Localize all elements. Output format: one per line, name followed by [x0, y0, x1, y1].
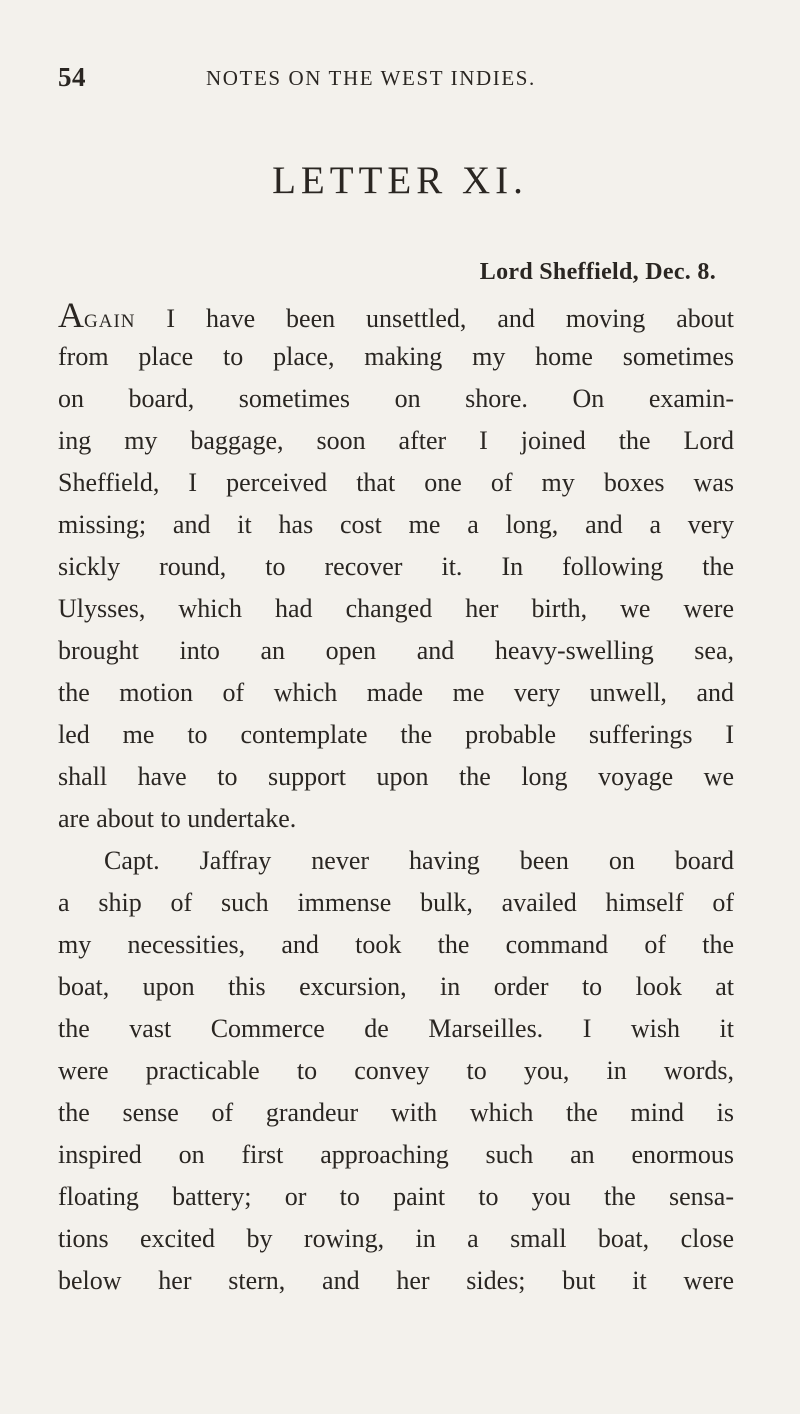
letter-body	[58, 294, 734, 1302]
text-line: the motion of which made me very unwell, and	[58, 678, 734, 707]
text-line: inspired on first approaching such an enormous	[58, 1140, 734, 1169]
text-line: on board, sometimes on shore. On examin-	[58, 384, 734, 413]
letter-dateline: Lord Sheffield, Dec. 8.	[479, 259, 716, 285]
text-line: Sheffield, I perceived that one of my boxes was	[58, 468, 734, 497]
text-line	[58, 294, 734, 336]
text-line: the sense of grandeur with which the mind is	[58, 1098, 734, 1127]
text-line: Capt. Jaffray never having been on board	[104, 846, 734, 875]
text-line: are about to undertake.	[58, 804, 297, 833]
text-line: floating battery; or to paint to you the sensa-	[58, 1182, 734, 1211]
text-line: the vast Commerce de Marseilles. I wish it	[58, 1014, 734, 1043]
text-line: brought into an open and heavy-swelling sea,	[58, 636, 734, 665]
running-title: NOTES ON THE WEST INDIES.	[206, 66, 536, 90]
text-line: sickly round, to recover it. In following the	[58, 552, 734, 581]
text-line: boat, upon this excursion, in order to look at	[58, 972, 734, 1001]
text-line: missing; and it has cost me a long, and a very	[58, 510, 734, 539]
drop-initial: A	[58, 295, 84, 335]
text-line: a ship of such immense bulk, availed himself of	[58, 888, 734, 917]
text-line: my necessities, and took the command of the	[58, 930, 734, 959]
text-line: Ulysses, which had changed her birth, we were	[58, 594, 734, 623]
text-line: shall have to support upon the long voyage we	[58, 762, 734, 791]
text-line: were practicable to convey to you, in words,	[58, 1056, 734, 1085]
text-line: ing my baggage, soon after I joined the Lord	[58, 426, 734, 455]
text-line: below her stern, and her sides; but it were	[58, 1266, 734, 1295]
text-line: tions excited by rowing, in a small boat, close	[58, 1224, 734, 1253]
running-head	[58, 62, 738, 102]
text-line: led me to contemplate the probable sufferings I	[58, 720, 734, 749]
small-caps-word: GAIN	[84, 311, 136, 332]
page-number: 54	[58, 62, 86, 92]
text-line: from place to place, making my home sometimes	[58, 342, 734, 371]
line-text: I have been unsettled, and moving about	[135, 304, 734, 333]
letter-title: LETTER XI.	[272, 159, 528, 202]
